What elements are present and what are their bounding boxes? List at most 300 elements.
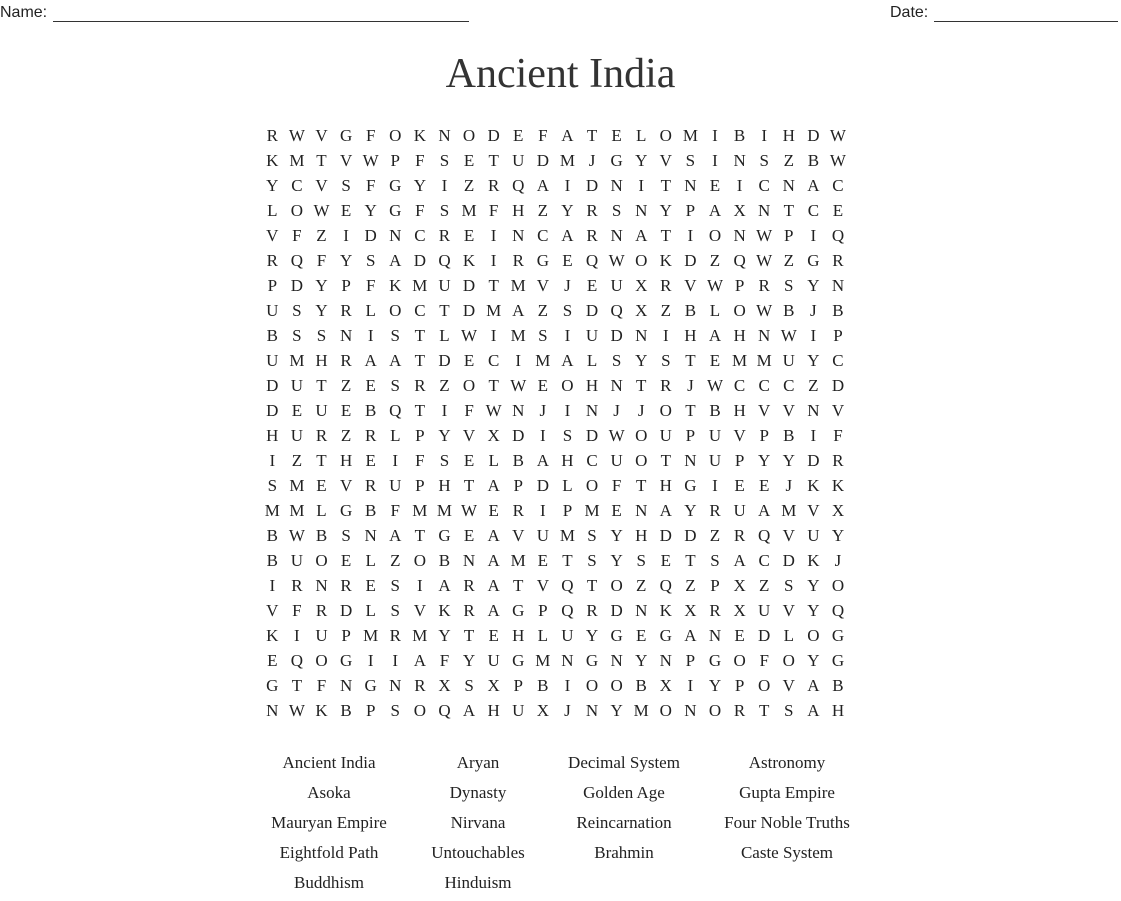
grid-cell: E — [734, 626, 745, 645]
grid-cell: U — [610, 276, 623, 295]
grid-cell: Y — [635, 151, 648, 170]
grid-cell: Y — [438, 426, 451, 445]
grid-cell: I — [687, 226, 694, 245]
grid-cell: E — [832, 201, 844, 220]
grid-cell: E — [709, 176, 721, 195]
grid-cell: Z — [390, 551, 401, 570]
grid-cell: Z — [709, 251, 721, 270]
grid-cell: U — [315, 401, 328, 420]
grid-cell: P — [784, 226, 794, 245]
grid-cell: N — [733, 226, 746, 245]
grid-row — [260, 373, 850, 398]
grid-cell: O — [659, 701, 672, 720]
grid-cell: U — [315, 626, 328, 645]
grid-cell: N — [684, 176, 697, 195]
grid-cell: N — [708, 626, 722, 645]
grid-cell: D — [610, 326, 623, 345]
grid-cell: O — [585, 676, 599, 695]
grid-cell: Y — [462, 651, 476, 670]
grid-cell: Z — [783, 151, 794, 170]
grid-cell: V — [782, 601, 795, 620]
grid-cell: Z — [660, 301, 671, 320]
grid-cell: N — [315, 576, 328, 595]
grid-cell: J — [834, 551, 842, 570]
grid-cell: X — [635, 276, 648, 295]
grid-cell: S — [587, 526, 597, 545]
grid-cell: Y — [807, 351, 820, 370]
grid-cell: P — [734, 276, 745, 295]
grid-cell: E — [537, 376, 549, 395]
grid-cell: G — [512, 601, 525, 620]
grid-cell: U — [708, 426, 722, 445]
grid-cell: O — [733, 651, 746, 670]
grid-cell: Q — [831, 601, 845, 620]
grid-cell: O — [610, 576, 623, 595]
grid-cell: F — [316, 251, 327, 270]
grid-cell: D — [807, 126, 820, 145]
grid-cell: M — [756, 351, 772, 370]
grid-cell: H — [782, 126, 795, 145]
word-list-row — [254, 811, 878, 841]
grid-cell: O — [708, 701, 722, 720]
grid-cell: A — [708, 201, 722, 220]
grid-cell: L — [390, 426, 401, 445]
grid-cell: E — [488, 626, 499, 645]
grid-row — [260, 323, 850, 348]
grid-cell: H — [733, 401, 746, 420]
grid-cell: Q — [659, 576, 672, 595]
grid-cell: M — [264, 501, 280, 520]
grid-cell: O — [659, 401, 672, 420]
word-list-item: Astronomy — [748, 753, 826, 772]
grid-cell: G — [659, 626, 672, 645]
grid-cell: H — [487, 701, 500, 720]
grid-row — [260, 298, 850, 323]
grid-cell: B — [365, 401, 377, 420]
grid-cell: O — [831, 576, 845, 595]
grid-cell: Y — [684, 501, 697, 520]
word-list-row — [254, 871, 878, 901]
grid-cell: Y — [758, 451, 771, 470]
word-list — [254, 751, 878, 901]
grid-row — [260, 173, 850, 198]
grid-cell: O — [708, 226, 722, 245]
grid-cell: I — [687, 676, 694, 695]
grid-cell: K — [413, 126, 426, 145]
grid-cell: V — [782, 401, 795, 420]
grid-cell: N — [389, 676, 402, 695]
grid-cell: O — [315, 651, 328, 670]
grid-cell: W — [461, 501, 478, 520]
grid-cell: T — [463, 476, 475, 495]
grid-cell: P — [513, 476, 523, 495]
grid-cell: S — [562, 426, 573, 445]
grid-cell: E — [513, 126, 524, 145]
grid-cell: N — [807, 401, 820, 420]
grid-cell: W — [288, 126, 305, 145]
grid-cell: F — [415, 201, 425, 220]
grid-cell: T — [439, 301, 450, 320]
word-list-item: Dynasty — [449, 783, 507, 802]
grid-cell: E — [660, 551, 671, 570]
grid-cell: T — [291, 676, 303, 695]
grid-cell: H — [512, 201, 525, 220]
grid-row — [260, 223, 850, 248]
grid-cell: A — [389, 351, 402, 370]
grid-cell: K — [807, 551, 820, 570]
grid-cell: D — [610, 601, 623, 620]
grid-cell: I — [564, 326, 571, 345]
grid-cell: D — [659, 526, 672, 545]
grid-cell: H — [315, 351, 328, 370]
grid-cell: A — [487, 551, 500, 570]
grid-cell: H — [438, 476, 451, 495]
grid-cell: H — [831, 701, 845, 720]
grid-cell: M — [412, 501, 428, 520]
grid-cell: Y — [438, 626, 451, 645]
grid-cell: M — [633, 701, 649, 720]
grid-cell: R — [365, 476, 377, 495]
grid-cell: M — [363, 626, 379, 645]
grid-cell: I — [810, 326, 817, 345]
grid-cell: V — [266, 601, 279, 620]
grid-cell: E — [340, 401, 352, 420]
grid-cell: N — [610, 226, 623, 245]
grid-row — [260, 523, 850, 548]
grid-cell: V — [266, 226, 279, 245]
grid-cell: S — [562, 301, 573, 320]
grid-cell: T — [463, 626, 475, 645]
grid-cell: R — [586, 601, 598, 620]
grid-cell: R — [315, 426, 328, 445]
grid-cell: R — [463, 601, 475, 620]
grid-cell: C — [807, 201, 820, 220]
grid-cell: G — [364, 676, 377, 695]
grid-cell: R — [709, 601, 721, 620]
grid-row — [260, 448, 850, 473]
grid-cell: A — [364, 351, 377, 370]
grid-cell: S — [759, 151, 769, 170]
grid-cell: C — [414, 226, 426, 245]
word-list-item: Untouchables — [431, 843, 525, 862]
grid-cell: Z — [783, 251, 794, 270]
grid-cell: S — [365, 251, 376, 270]
grid-cell: E — [291, 401, 303, 420]
grid-cell: V — [536, 276, 549, 295]
grid-cell: W — [829, 151, 846, 170]
grid-cell: B — [365, 501, 377, 520]
grid-cell: P — [267, 276, 278, 295]
grid-cell: D — [512, 426, 525, 445]
grid-cell: Y — [339, 251, 353, 270]
grid-cell: R — [586, 201, 598, 220]
grid-cell: S — [587, 551, 597, 570]
grid-cell: J — [785, 476, 793, 495]
grid-cell: A — [536, 176, 549, 195]
grid-cell: R — [438, 226, 451, 245]
grid-cell: F — [415, 151, 425, 170]
grid-cell: V — [684, 276, 697, 295]
grid-cell: R — [758, 276, 770, 295]
grid-cell: H — [684, 326, 697, 345]
grid-cell: N — [462, 551, 476, 570]
grid-cell: M — [535, 651, 551, 670]
grid-cell: T — [758, 701, 770, 720]
grid-cell: G — [438, 526, 451, 545]
grid-cell: S — [390, 326, 400, 345]
grid-cell: Y — [807, 651, 820, 670]
grid-cell: Y — [635, 351, 648, 370]
grid-cell: T — [414, 351, 426, 370]
grid-cell: P — [538, 601, 548, 620]
grid-cell: L — [365, 551, 376, 570]
grid-cell: L — [439, 326, 450, 345]
grid-cell: Z — [537, 201, 549, 220]
grid-cell: W — [313, 201, 330, 220]
grid-cell: G — [585, 651, 599, 670]
grid-row — [260, 673, 850, 698]
grid-cell: N — [758, 201, 771, 220]
grid-cell: U — [561, 626, 574, 645]
grid-cell: A — [635, 226, 648, 245]
grid-cell: O — [413, 701, 426, 720]
grid-cell: N — [512, 401, 525, 420]
grid-cell: O — [807, 626, 820, 645]
grid-cell: R — [291, 576, 303, 595]
grid-cell: L — [365, 301, 376, 320]
grid-cell: G — [389, 201, 402, 220]
grid-cell: B — [266, 526, 278, 545]
grid-cell: G — [831, 626, 845, 645]
grid-cell: O — [561, 376, 574, 395]
grid-cell: F — [538, 126, 548, 145]
grid-cell: R — [266, 251, 278, 270]
grid-cell: P — [685, 651, 696, 670]
grid-cell: N — [585, 701, 599, 720]
grid-cell: Y — [807, 601, 820, 620]
grid-cell: J — [564, 276, 571, 295]
grid-cell: T — [685, 401, 696, 420]
grid-cell: O — [462, 376, 476, 395]
grid-cell: M — [289, 476, 305, 495]
grid-cell: P — [415, 426, 425, 445]
grid-cell: M — [559, 151, 575, 170]
grid-cell: P — [390, 151, 400, 170]
grid-cell: T — [783, 201, 794, 220]
grid-cell: O — [635, 426, 648, 445]
grid-cell: E — [316, 476, 327, 495]
grid-cell: R — [512, 251, 524, 270]
grid-cell: O — [585, 476, 599, 495]
grid-cell: T — [562, 551, 573, 570]
grid-cell: E — [562, 251, 573, 270]
grid-cell: K — [389, 276, 402, 295]
grid-cell: I — [736, 176, 743, 195]
grid-cell: R — [315, 601, 328, 620]
grid-cell: Q — [561, 576, 574, 595]
grid-cell: V — [413, 601, 426, 620]
grid-cell: L — [562, 476, 573, 495]
word-list-item: Golden Age — [583, 783, 665, 802]
grid-cell: L — [783, 626, 794, 645]
word-list-item: Hinduism — [444, 873, 512, 892]
grid-cell: X — [684, 601, 697, 620]
grid-cell: G — [831, 651, 845, 670]
grid-cell: Y — [585, 626, 599, 645]
grid-cell: L — [586, 351, 598, 370]
grid-cell: W — [608, 426, 625, 445]
grid-cell: D — [536, 476, 549, 495]
grid-row — [260, 348, 850, 373]
grid-cell: Q — [512, 176, 525, 195]
grid-cell: D — [339, 601, 353, 620]
grid-cell: B — [512, 451, 524, 470]
grid-cell: S — [784, 576, 794, 595]
grid-cell: Q — [733, 251, 746, 270]
grid-cell: P — [415, 476, 425, 495]
grid-row — [260, 573, 850, 598]
grid-cell: B — [783, 301, 795, 320]
grid-cell: G — [610, 626, 623, 645]
grid-row — [260, 198, 850, 223]
grid-cell: H — [266, 426, 279, 445]
grid-cell: T — [685, 351, 696, 370]
grid-row — [260, 498, 850, 523]
grid-cell: M — [510, 551, 526, 570]
grid-cell: Q — [438, 701, 451, 720]
grid-cell: R — [832, 451, 844, 470]
grid-cell: J — [613, 401, 620, 420]
grid-cell: A — [536, 451, 549, 470]
grid-cell: O — [610, 676, 623, 695]
grid-cell: R — [487, 176, 500, 195]
grid-cell: D — [831, 376, 845, 395]
grid-cell: M — [535, 351, 551, 370]
grid-cell: E — [488, 501, 499, 520]
grid-cell: P — [562, 501, 573, 520]
word-list-item: Brahmin — [594, 843, 654, 862]
word-list-item: Mauryan Empire — [271, 813, 387, 832]
grid-cell: D — [684, 526, 697, 545]
grid-cell: T — [636, 476, 647, 495]
grid-cell: B — [684, 301, 697, 320]
name-input-line[interactable] — [53, 3, 469, 22]
grid-cell: T — [414, 326, 426, 345]
grid-cell: O — [782, 651, 795, 670]
grid-cell: U — [487, 651, 500, 670]
grid-cell: K — [831, 476, 845, 495]
grid-cell: I — [441, 401, 448, 420]
grid-cell: N — [782, 176, 795, 195]
grid-cell: V — [733, 426, 746, 445]
grid-cell: T — [660, 176, 671, 195]
grid-cell: G — [807, 251, 820, 270]
grid-cell: L — [709, 301, 721, 320]
grid-cell: T — [660, 226, 671, 245]
grid-cell: P — [513, 676, 523, 695]
grid-cell: P — [685, 426, 696, 445]
grid-cell: P — [833, 326, 843, 345]
grid-cell: H — [561, 451, 574, 470]
grid-cell: U — [512, 151, 525, 170]
grid-cell: R — [365, 426, 377, 445]
grid-row — [260, 548, 850, 573]
grid-cell: I — [638, 176, 645, 195]
date-input-line[interactable] — [934, 3, 1118, 22]
grid-cell: X — [831, 501, 845, 520]
grid-cell: J — [588, 151, 596, 170]
grid-cell: S — [341, 176, 351, 195]
grid-cell: Y — [315, 301, 328, 320]
grid-cell: D — [462, 301, 476, 320]
grid-cell: M — [781, 501, 797, 520]
name-field[interactable] — [0, 3, 469, 22]
grid-cell: E — [611, 126, 622, 145]
grid-cell: F — [464, 401, 474, 420]
grid-cell: A — [389, 251, 402, 270]
grid-cell: X — [487, 676, 500, 695]
grid-cell: C — [783, 376, 795, 395]
grid-cell: C — [586, 451, 598, 470]
grid-cell: R — [414, 376, 426, 395]
grid-cell: D — [758, 626, 771, 645]
grid-cell: Q — [585, 251, 599, 270]
grid-cell: X — [438, 676, 451, 695]
grid-cell: T — [513, 576, 524, 595]
grid-cell: A — [389, 526, 402, 545]
word-list-item: Decimal System — [568, 753, 680, 772]
grid-row — [260, 623, 850, 648]
grid-cell: S — [390, 376, 400, 395]
grid-cell: B — [832, 676, 844, 695]
word-list-item: Nirvana — [450, 813, 506, 832]
grid-cell: V — [831, 401, 845, 420]
word-list-item: Aryan — [456, 753, 500, 772]
grid-cell: S — [661, 351, 671, 370]
grid-cell: S — [292, 326, 302, 345]
grid-cell: I — [392, 451, 399, 470]
grid-cell: P — [759, 426, 769, 445]
grid-cell: J — [810, 301, 817, 320]
grid-cell: F — [439, 651, 450, 670]
grid-cell: R — [340, 301, 352, 320]
grid-cell: C — [832, 176, 844, 195]
grid-cell: S — [611, 351, 622, 370]
grid-cell: N — [438, 126, 451, 145]
grid-cell: Q — [610, 301, 623, 320]
grid-cell: A — [561, 351, 574, 370]
grid-cell: H — [339, 451, 353, 470]
grid-cell: Z — [685, 576, 696, 595]
grid-cell: F — [611, 476, 622, 495]
grid-cell: T — [414, 401, 426, 420]
grid-cell: Y — [807, 276, 820, 295]
grid-cell: E — [365, 376, 376, 395]
word-list-item: Reincarnation — [576, 813, 672, 832]
date-field[interactable] — [890, 3, 1118, 22]
grid-cell: R — [266, 126, 278, 145]
grid-cell: O — [290, 201, 304, 220]
grid-cell: V — [512, 526, 525, 545]
grid-cell: U — [585, 326, 599, 345]
grid-cell: I — [810, 426, 817, 445]
grid-cell: D — [462, 276, 476, 295]
grid-cell: A — [487, 526, 500, 545]
grid-cell: X — [733, 576, 746, 595]
grid-cell: Y — [659, 201, 672, 220]
grid-cell: G — [266, 676, 279, 695]
grid-cell: L — [316, 501, 327, 520]
